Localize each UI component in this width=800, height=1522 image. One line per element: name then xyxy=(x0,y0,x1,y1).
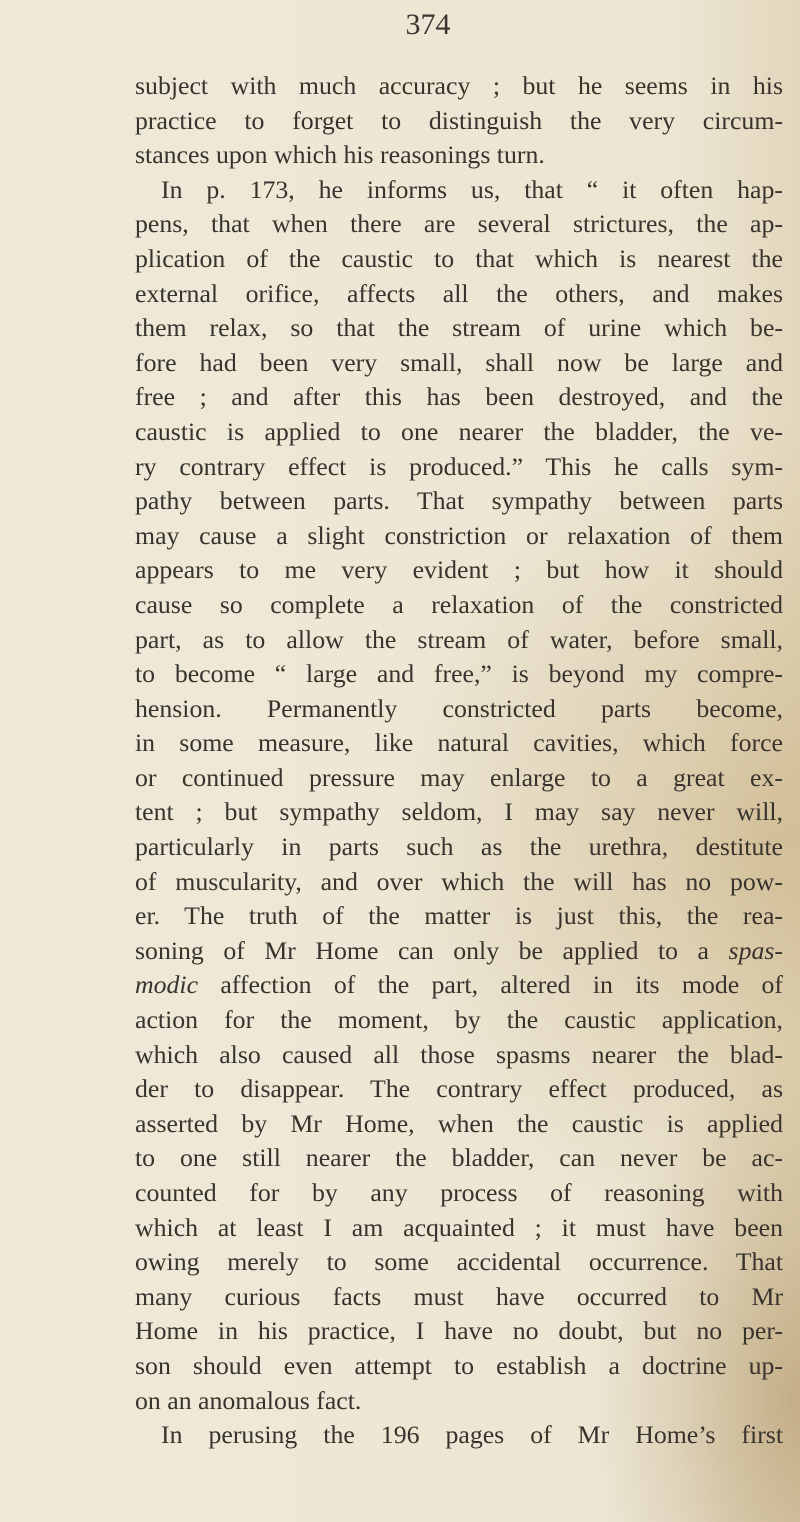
text-line: In perusing the 196 pages of Mr Home’s first xyxy=(161,1420,783,1450)
text-line: plication of the caustic to that which is nearest the xyxy=(135,243,783,273)
text-line: which at least I am acquainted ; it must have been xyxy=(135,1212,783,1242)
text-line xyxy=(135,968,783,1003)
text-line: hension. Permanently constricted parts become, xyxy=(135,693,783,723)
text-line: action for the moment, by the caustic application, xyxy=(135,1005,783,1035)
text-line: subject with much accuracy ; but he seems in his xyxy=(135,71,783,100)
text-line: der to disappear. The contrary effect produced, as xyxy=(135,1074,783,1104)
text-line: may cause a slight constriction or relaxation of them xyxy=(135,520,783,550)
text-segment: soning of Mr Home can only be applied to a xyxy=(135,935,729,965)
text-line: them relax, so that the stream of urine which be- xyxy=(135,313,783,343)
page-number: 374 xyxy=(405,8,451,41)
text-line: owing merely to some accidental occurrence. That xyxy=(135,1247,783,1277)
text-line: which also caused all those spasms nearer the blad- xyxy=(135,1039,783,1069)
text-line: caustic is applied to one nearer the bladder, the ve- xyxy=(135,416,783,446)
text-line: appears to me very evident ; but how it should xyxy=(135,555,783,585)
text-line: son should even attempt to establish a doctrine up- xyxy=(135,1350,783,1380)
text-line: fore had been very small, shall now be large and xyxy=(135,347,783,377)
text-line: free ; and after this has been destroyed, and the xyxy=(135,382,783,412)
text-line: ry contrary effect is produced.” This he calls sym- xyxy=(135,451,783,481)
text-line: practice to forget to distinguish the very circum- xyxy=(135,105,783,135)
text-line: of muscularity, and over which the will has no pow- xyxy=(135,866,783,896)
text-line: pens, that when there are several strictures, the ap- xyxy=(135,209,783,239)
text-line: Home in his practice, I have no doubt, but no per- xyxy=(135,1316,783,1346)
italic-word: spas- xyxy=(728,935,783,965)
text-line xyxy=(135,934,783,969)
text-line: in some measure, like natural cavities, which force xyxy=(135,728,783,758)
italic-word: modic xyxy=(135,970,199,1000)
text-line: external orifice, affects all the others, and makes xyxy=(135,278,783,308)
text-line: to become “ large and free,” is beyond my compre- xyxy=(135,659,783,689)
text-line: asserted by Mr Home, when the caustic is applied xyxy=(135,1108,783,1138)
text-line: or continued pressure may enlarge to a great ex- xyxy=(135,762,783,792)
text-line: many curious facts must have occurred to Mr xyxy=(135,1281,783,1311)
text-line: counted for by any process of reasoning with xyxy=(135,1178,783,1207)
text-line: stances upon which his reasonings turn. xyxy=(135,140,545,170)
text-segment: affection of the part, altered in its mode of xyxy=(198,970,783,1000)
text-line: er. The truth of the matter is just this, the rea- xyxy=(135,901,783,931)
text-line: on an anomalous fact. xyxy=(135,1385,362,1415)
text-line: tent ; but sympathy seldom, I may say never will, xyxy=(135,797,783,827)
text-line: pathy between parts. That sympathy between parts xyxy=(135,486,783,516)
text-line: part, as to allow the stream of water, before small, xyxy=(135,624,783,654)
text-line: In p. 173, he informs us, that “ it often hap- xyxy=(161,174,783,204)
text-line: particularly in parts such as the urethra, destitute xyxy=(135,832,783,862)
text-line: cause so complete a relaxation of the constricted xyxy=(135,589,783,619)
text-line: to one still nearer the bladder, can never be ac- xyxy=(135,1143,783,1173)
body-text xyxy=(135,69,783,1453)
